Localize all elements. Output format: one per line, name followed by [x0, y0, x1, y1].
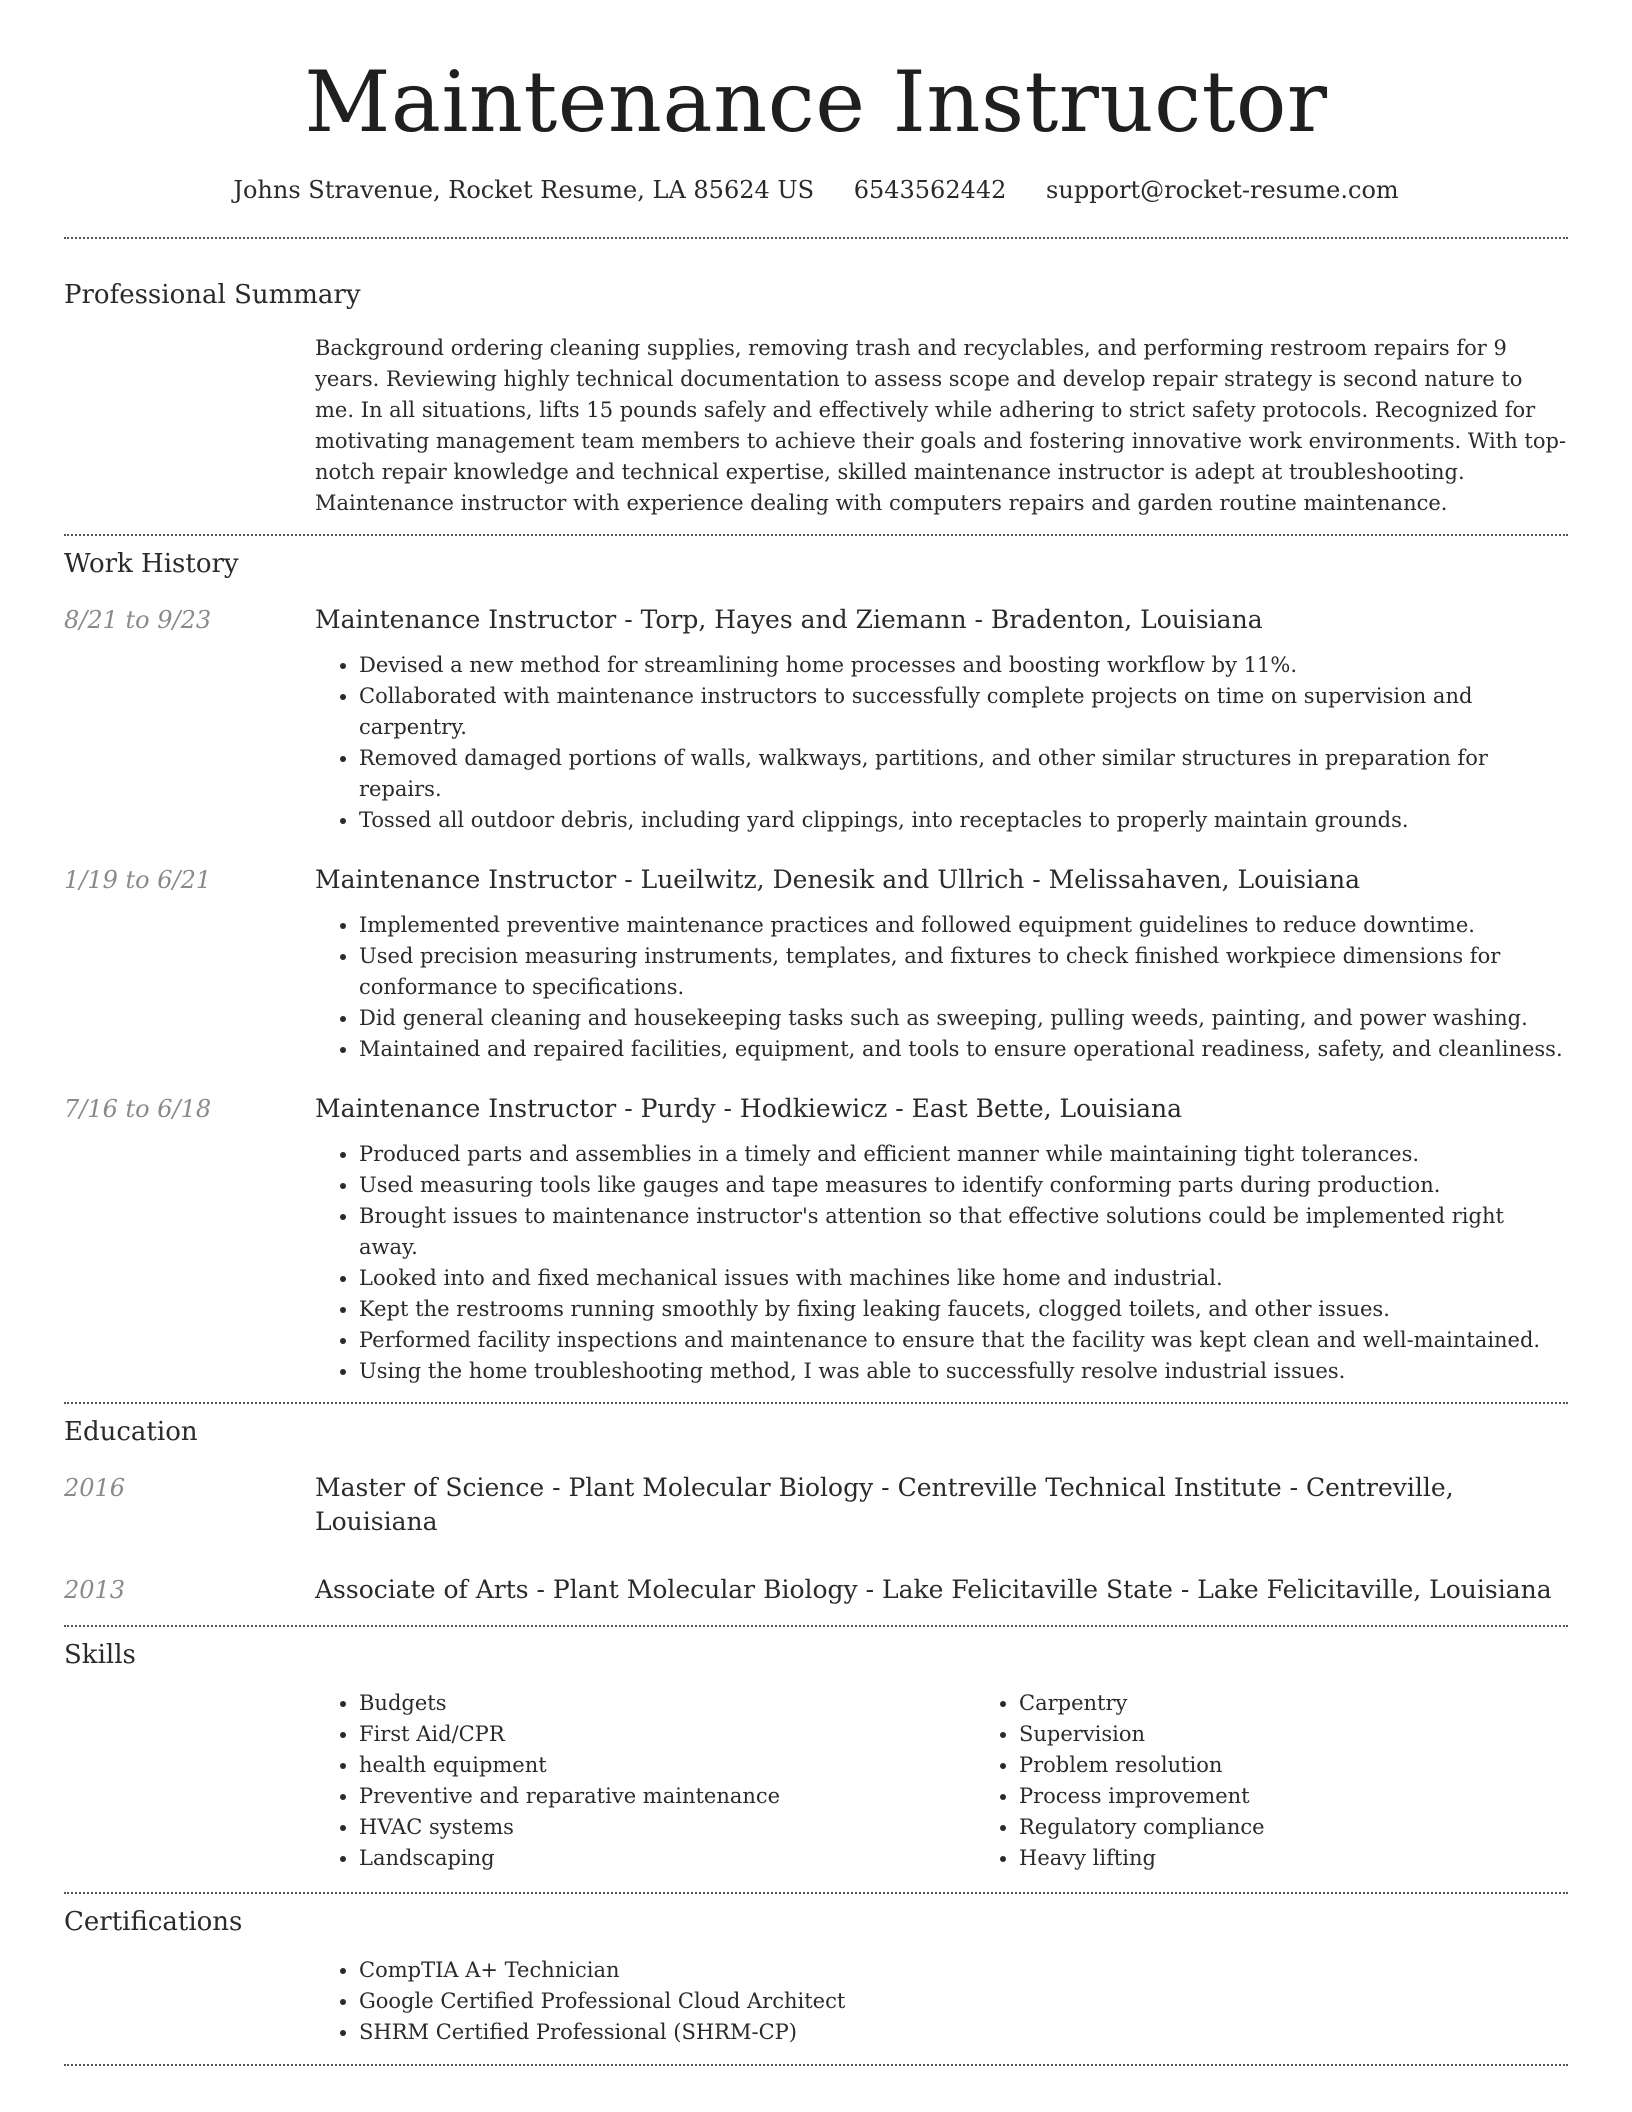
education-item [64, 1471, 1568, 1539]
job-entry [64, 863, 1568, 1065]
section-title-certifications: Certifications [64, 1907, 243, 1937]
summary-row [64, 333, 1568, 519]
job-title: Maintenance Instructor - Torp, Hayes and Ziemann - Bradenton, Louisiana [315, 605, 1263, 634]
skill-item: • Process improvement [1019, 1781, 1632, 1812]
contact-address: Johns Stravenue, Rocket Resume, LA 85624 US [233, 176, 815, 204]
skill-item: • Budgets [359, 1688, 975, 1719]
certification-item: • CompTIA A+ Technician [359, 1955, 1568, 1986]
job-bullet: • Removed damaged portions of walls, walkways, partitions, and other similar structures in preparation for repairs. [359, 743, 1568, 805]
skill-item: • Heavy lifting [1019, 1843, 1632, 1874]
job-bullet: • Used measuring tools like gauges and tape measures to identify conforming parts during production. [359, 1170, 1568, 1201]
job-entry [64, 603, 1568, 836]
job-dates: 7/16 to 6/18 [64, 1095, 212, 1123]
job-bullet: • Collaborated with maintenance instructors to successfully complete projects on time on supervision and carpentry. [359, 681, 1568, 743]
job-bullet: • Kept the restrooms running smoothly by fixing leaking faucets, clogged toilets, and other issues. [359, 1294, 1568, 1325]
certification-item: • SHRM Certified Professional (SHRM-CP) [359, 2017, 1568, 2048]
job-bullets [315, 910, 1568, 1065]
job-bullet: • Maintained and repaired facilities, equipment, and tools to ensure operational readiness, safety, and cleanliness. [359, 1034, 1568, 1065]
certification-item: • Google Certified Professional Cloud Architect [359, 1986, 1568, 2017]
skill-item: • Landscaping [359, 1843, 975, 1874]
job-bullet: • Brought issues to maintenance instructor's attention so that effective solutions could be implemented right away. [359, 1201, 1568, 1263]
certifications-list [315, 1955, 1568, 2048]
job-bullet: • Looked into and fixed mechanical issues with machines like home and industrial. [359, 1263, 1568, 1294]
skill-item: • Supervision [1019, 1719, 1632, 1750]
job-dates: 8/21 to 9/23 [64, 606, 212, 634]
education-year: 2016 [64, 1474, 126, 1502]
skills-list-1 [315, 1688, 975, 1874]
job-title: Maintenance Instructor - Lueilwitz, Denesik and Ullrich - Melissahaven, Louisiana [315, 865, 1360, 894]
skill-item: • HVAC systems [359, 1812, 975, 1843]
skill-item: • First Aid/CPR [359, 1719, 975, 1750]
job-bullet: • Performed facility inspections and maintenance to ensure that the facility was kept clean and well-maintained. [359, 1325, 1568, 1356]
skill-item: • Regulatory compliance [1019, 1812, 1632, 1843]
skill-item: • Carpentry [1019, 1688, 1632, 1719]
section-title-education: Education [64, 1417, 198, 1447]
job-bullet: • Did general cleaning and housekeeping tasks such as sweeping, pulling weeds, painting, and power washing. [359, 1003, 1568, 1034]
contact-email: support@rocket-resume.com [1046, 176, 1399, 204]
skill-item: • Problem resolution [1019, 1750, 1632, 1781]
resume-page [64, 0, 1568, 2066]
skill-item: • health equipment [359, 1750, 975, 1781]
job-bullet: • Used precision measuring instruments, templates, and fixtures to check finished workpiece dimensions for conformance to specifications. [359, 941, 1568, 1003]
divider-summary [64, 534, 1568, 536]
job-bullet: • Produced parts and assemblies in a timely and efficient manner while maintaining tight tolerances. [359, 1139, 1568, 1170]
contact-line [64, 174, 1568, 206]
divider-header [64, 237, 1568, 239]
education-degree: Master of Science - Plant Molecular Biology - Centreville Technical Institute - Centreville, Louisiana [315, 1473, 1454, 1536]
job-bullets [315, 1139, 1568, 1387]
job-bullet: • Tossed all outdoor debris, including yard clippings, into receptacles to properly maintain grounds. [359, 805, 1568, 836]
resume-name: Maintenance Instructor [304, 53, 1328, 151]
education-degree: Associate of Arts - Plant Molecular Biology - Lake Felicitaville State - Lake Felicitaville, Louisiana [315, 1575, 1552, 1604]
divider-bottom [64, 2064, 1568, 2066]
education-item [64, 1573, 1568, 1607]
section-title-skills: Skills [64, 1640, 136, 1670]
job-title: Maintenance Instructor - Purdy - Hodkiewicz - East Bette, Louisiana [315, 1094, 1183, 1123]
job-bullet: • Devised a new method for streamlining home processes and boosting workflow by 11%. [359, 650, 1568, 681]
contact-phone: 6543562442 [853, 176, 1007, 204]
job-bullets [315, 650, 1568, 836]
job-bullet: • Implemented preventive maintenance practices and followed equipment guidelines to reduce downtime. [359, 910, 1568, 941]
job-dates: 1/19 to 6/21 [64, 866, 212, 894]
education-year: 2013 [64, 1576, 126, 1604]
skills-row [64, 1688, 1568, 1874]
divider-education [64, 1625, 1568, 1627]
summary-text: Background ordering cleaning supplies, removing trash and recyclables, and performing restroom repairs for 9 years. Reviewing highly technical documentation to assess scope and develop repair strategy is second nature to me. In all situations, lifts 15 pounds safely and effectively while adhering to strict safety protocols. Recognized for motivating management team members to achieve their goals and fostering innovative work environments. With top-notch repair knowledge and technical expertise, skilled maintenance instructor is adept at troubleshooting. Maintenance instructor with experience dealing with computers repairs and garden routine maintenance. [315, 336, 1567, 515]
job-entry [64, 1092, 1568, 1387]
skill-item: • Preventive and reparative maintenance [359, 1781, 975, 1812]
job-bullet: • Using the home troubleshooting method, I was able to successfully resolve industrial issues. [359, 1356, 1568, 1387]
section-title-work: Work History [64, 549, 239, 579]
divider-skills [64, 1892, 1568, 1894]
section-title-summary: Professional Summary [64, 280, 361, 310]
skills-list-2 [975, 1688, 1632, 1874]
divider-work [64, 1402, 1568, 1404]
certifications-row [64, 1955, 1568, 2048]
